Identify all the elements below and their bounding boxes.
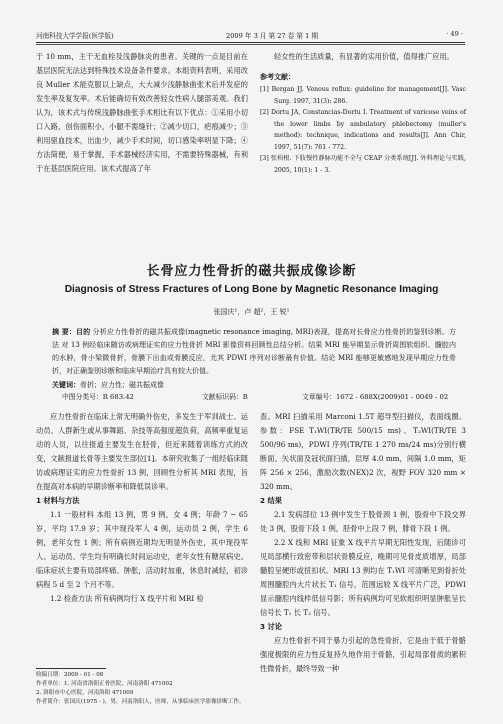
page-number: · 49 · (446, 30, 463, 38)
section-general-materials: 1.1 一般材料 本组 13 例，男 9 例，女 4 例；年龄 7 ~ 65 岁，平均 17.9 岁；其中现役军人 4 例，运动员 2 例，学生 6 例，老年女性 1 例；所有病例近期均无明显外伤史，其中现役军人、运动员、学生均有明确长时间运动史，老年女性有糖尿病史。临床症状主要有局部疼痛、肿胀，活动时加重，休息时减轻，初诊病程 5 d 至 2 个月不等。 (36, 510, 248, 589)
footnote-affiliation: 2. 洛阳市中心医院，河南洛阳 471009 (36, 690, 134, 696)
author-list: 张国庆¹，卢 超²，王 锐¹ (213, 308, 290, 316)
article-number: 文章编号：1672 - 688X(2009)01 - 0049 - 02 (302, 393, 449, 401)
body-right-column (260, 410, 466, 676)
reference-item: [1] Bergan JJ. Venous reflux: guideline for management[J]. Vasc Surg. 1997, 31(3): 286. (260, 86, 466, 105)
clc-number: 中图分类号：R 683.42 (62, 393, 134, 401)
footnote-affiliation: 作者单位：1. 河南省洛阳正骨医院，河南洛阳 471002 (36, 681, 173, 687)
footnote (36, 671, 251, 707)
running-header (36, 28, 465, 42)
keywords-text: 骨折；应力性；磁共振成像 (80, 381, 164, 389)
document-code: 文献标识码：B (202, 393, 248, 401)
exam-methods-continued: 查。MRI 扫描采用 Marconi 1.5T 超导型扫描仪，表面线圈。参数：FSE T₁WI(TR/TE 500/15 ms)、T₂WI(TR/TE 3 500/96 ms)，PDWI 序列(TR/TE 1 270 ms/24 ms)分别行横断面、矢状面及冠状面扫描，层厚 4.0 mm，间隔 1.0 mm，矩阵 256 × 256，激励次数(NEX)2 次，视野 FOV 320 mm × 320 mm。 (260, 412, 466, 491)
prev-article-conclusion: 轻女性的生活质量，有显著的实用价值，值得推广应用。 (274, 52, 454, 61)
footnote-rule (36, 668, 106, 669)
section-exam-methods: 1.2 检查方法 所有病例均行 X 线平片和 MRI 检 (50, 594, 204, 603)
prev-article-right-column (260, 50, 466, 176)
section-heading: 1 材料与方法 (36, 496, 80, 505)
section-signs: 2.2 X 线和 MRI 征象 X 线平片早期无阳性发现，后随诊可见局部横行致密带和层状骨膜反应，晚期可见骨皮质增厚，局部髓腔呈硬形或扭扣状。MRI 13 例均在 T₁WI 可清晰见到骨折处周围髓腔内大片状长 T₁ 信号，范围远较 X 线平片广泛，PDWI 显示髓腔内线样低信号影；所有病例均可见软组织明显肿胀呈长信号长 T₁ 长 T₂ 信号。 (260, 538, 466, 617)
prev-article-text: 于 10 mm，主干无血栓及浅静脉炎的患者。关键的一点是目前在基层医院无法达到特殊技术设备条件要求。本组资料表明，采用改良 Muller 术能克服以上缺点，大大减少浅静脉曲张术后并发症的发生率及复发率。术后能确切有效改善轻女性病人腿部美观。我们认为，该术式与传统浅静脉曲张手术相比有以下优点：①采用小切口入路，创伤面积小，小腿不需缝针；②减少切口，疤痕减少；③利用驱血技术，出血少，减少手术时间，切口感染率明显下降；④方法简便，易于掌握，手术器械经济实用，不需要特殊器械，有利于在基层医院应用。该术式提高了年 (36, 52, 248, 173)
keywords-label: 关键词： (52, 380, 80, 389)
article-title-en: Diagnosis of Stress Fractures of Long Bone by Magnetic Resonance Imaging (64, 284, 439, 295)
abstract-objective-label: 目的 (75, 327, 91, 336)
references-title: 参考文献： (260, 72, 295, 81)
abstract-text: 分析应力性骨折的磁共振成像(magnetic resonance imaging, MRI)表现，提高对长骨应力性骨折的鉴别诊断。方法 对 13 例经临床随访或病理证实的应力性骨折 MRI 影像资料回顾性总结分析。结果 MRI 能早期显示骨折周围软组织、髓腔内的水肿，骨小梁微骨折，骨膜下出血或骨膜反应，尤其 PDWI 序列对诊断最有价值。结论 MRI 能够更敏感地发现早期应力性骨折，对正确鉴别诊断和临床早期治疗具有较大价值。 (52, 328, 456, 375)
footnote-author-bio: 作者简介：张国庆(1975 - )，男，河南洛阳人，医师，从事临床医学影像诊断工作。 (36, 699, 245, 705)
section-heading: 2 结果 (260, 496, 282, 505)
reference-item: [3] 张柏根. 下肢慢性静脉功能不全与 CEAP 分类系统[J]. 外科理论与实践, 2005, 10(1): 1 - 3. (260, 155, 466, 174)
footnote-received: 收稿日期：2009 - 01 - 08 (36, 672, 104, 678)
journal-name: 河南科技大学学报(医学版) (36, 32, 114, 40)
prev-article-left-column (36, 50, 248, 176)
body-left-column (36, 410, 248, 606)
discussion-paragraph: 应力性骨折不同于暴力引起的急性骨折，它是由于低于骨骼强度极限的应力性反复持久地作用于骨骼，引起局部骨质的累积性微骨折，最终导致一种 (260, 636, 466, 673)
header-rule (36, 42, 465, 43)
section-sites: 2.1 发病部位 13 例中发生于股骨颈 1 例，股骨中下段交界处 3 例，股骨下段 1 例，胫骨中上段 7 例，腓骨下段 1 例。 (260, 510, 466, 533)
header-rule-thin (36, 44, 465, 45)
abstract (52, 325, 456, 392)
reference-item: [2] Dortu JA, Constancias-Dortu I. Treatment of varicose veins of the lower limbs by ambulatory phlebectomy (muller's method): technique, indications and results[J]. Ann Chir, 1997, 51(7): 761 - 772. (260, 109, 466, 151)
article-title-cn: 长骨应力性骨折的磁共振成像诊断 (146, 264, 357, 279)
issue-info: 2009 年 3 月 第 27 卷 第 1 期 (226, 32, 318, 40)
intro-paragraph: 应力性骨折在临床上常无明确外伤史，多发生于军训战士、运动员、人群新生或从事舞蹈、杂技等高强度超负荷，高频率重复运动的人员，以往报道主要发生在胫骨，但近来随着训练方式的改变，文献报道长骨等主要发生部位[1]。本研究收集了一组经临床随访或病理证实的应力性骨折 13 例，回顾性分析其 MRI 表现，旨在提高对本病的早期诊断率和降低误诊率。 (36, 412, 248, 491)
abstract-label: 摘 要： (52, 327, 76, 336)
section-heading: 3 讨论 (260, 622, 282, 631)
